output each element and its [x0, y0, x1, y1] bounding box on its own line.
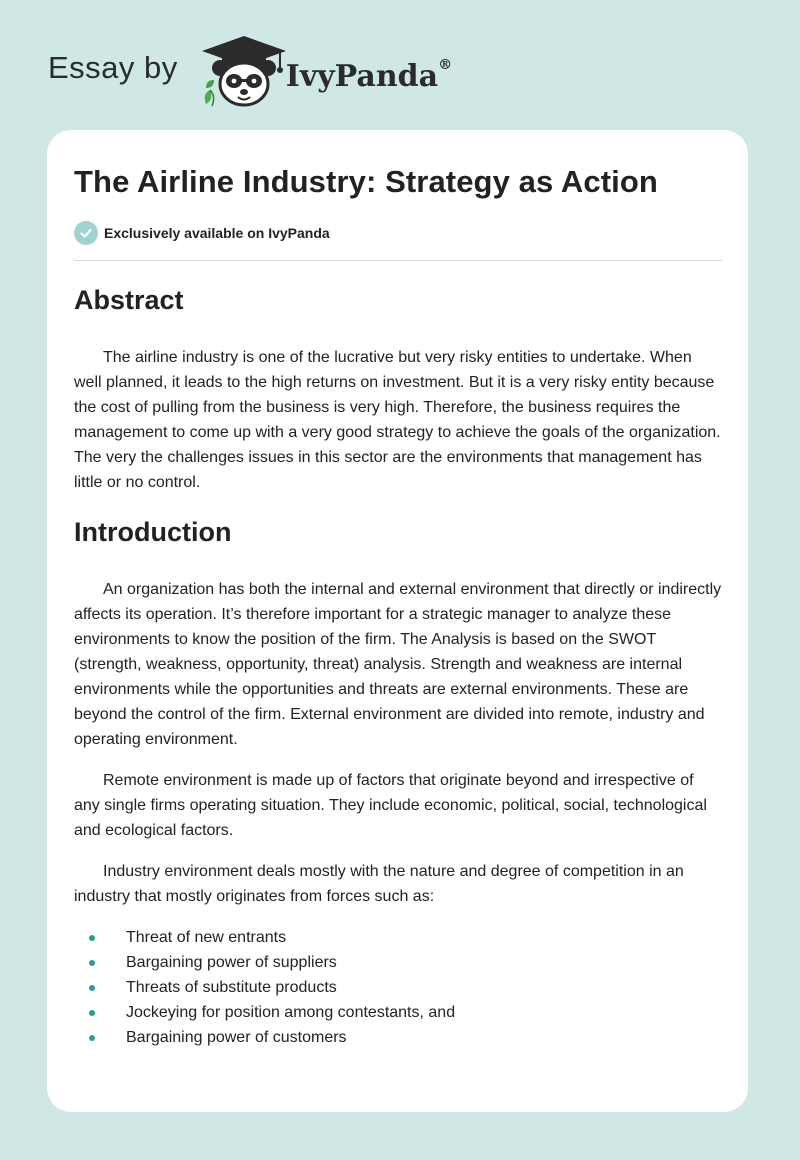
list-item	[74, 950, 722, 975]
list-item	[74, 925, 722, 950]
check-icon	[74, 221, 98, 245]
list-item-text: Bargaining power of suppliers	[126, 954, 337, 971]
list-item-text: Jockeying for position among contestants, and	[126, 1004, 456, 1021]
abstract-heading: Abstract	[74, 285, 184, 315]
bullet-icon	[89, 960, 95, 966]
essay-by-label: Essay by	[48, 50, 178, 85]
essay-title: The Airline Industry: Strategy as Action	[74, 164, 658, 199]
panda-logo-icon	[196, 34, 292, 110]
introduction-paragraph: Remote environment is made up of factors that originate beyond and irrespective of any single firms operating situation. They include economic, political, social, technological and ecological factors.	[74, 772, 707, 839]
registered-mark: ®	[438, 56, 453, 73]
list-item	[74, 975, 722, 1000]
abstract-paragraph: The airline industry is one of the lucrative but very risky entities to undertake. When well planned, it leads to the high returns on investment. But it is a very risky entity because the cost of pulling from the business is very high. Therefore, the business requires the management to come up with a very good strategy to achieve the goals of the organization. The very the challenges issues in this sector are the environments that management has little or no control.	[74, 349, 721, 491]
exclusive-label: Exclusively available on IvyPanda	[104, 225, 330, 241]
list-item-text: Bargaining power of customers	[126, 1029, 347, 1046]
ivypanda-wordmark: IvyPanda®	[285, 56, 453, 94]
bullet-icon	[89, 935, 95, 941]
introduction-paragraph: An organization has both the internal and external environment that directly or indirectly affects its operation. It’s therefore important for a strategic manager to analyze these environments to know the position of the firm. The Analysis is based on the SWOT (strength, weakness, opportunity, threat) analysis. Strength and weakness are internal environments while the opportunities and threats are external environments. These are beyond the control of the firm. External environment are divided into remote, industry and operating environment.	[74, 581, 722, 748]
site-header	[48, 34, 452, 110]
list-item-text: Threat of new entrants	[126, 929, 287, 946]
bullet-icon	[89, 1010, 95, 1016]
ivypanda-logo-link[interactable]	[196, 34, 452, 110]
forces-list	[74, 925, 722, 1050]
list-item	[74, 1025, 722, 1050]
list-item-text: Threats of substitute products	[126, 979, 337, 996]
bullet-icon	[89, 985, 95, 991]
introduction-heading: Introduction	[74, 517, 232, 547]
introduction-paragraph: Industry environment deals mostly with the nature and degree of competition in an industry that mostly originates from forces such as:	[74, 863, 684, 905]
exclusive-badge	[74, 221, 722, 261]
introduction-section	[74, 517, 722, 1050]
essay-card	[47, 130, 748, 1112]
bullet-icon	[89, 1035, 95, 1041]
abstract-section	[74, 285, 722, 495]
list-item	[74, 1000, 722, 1025]
